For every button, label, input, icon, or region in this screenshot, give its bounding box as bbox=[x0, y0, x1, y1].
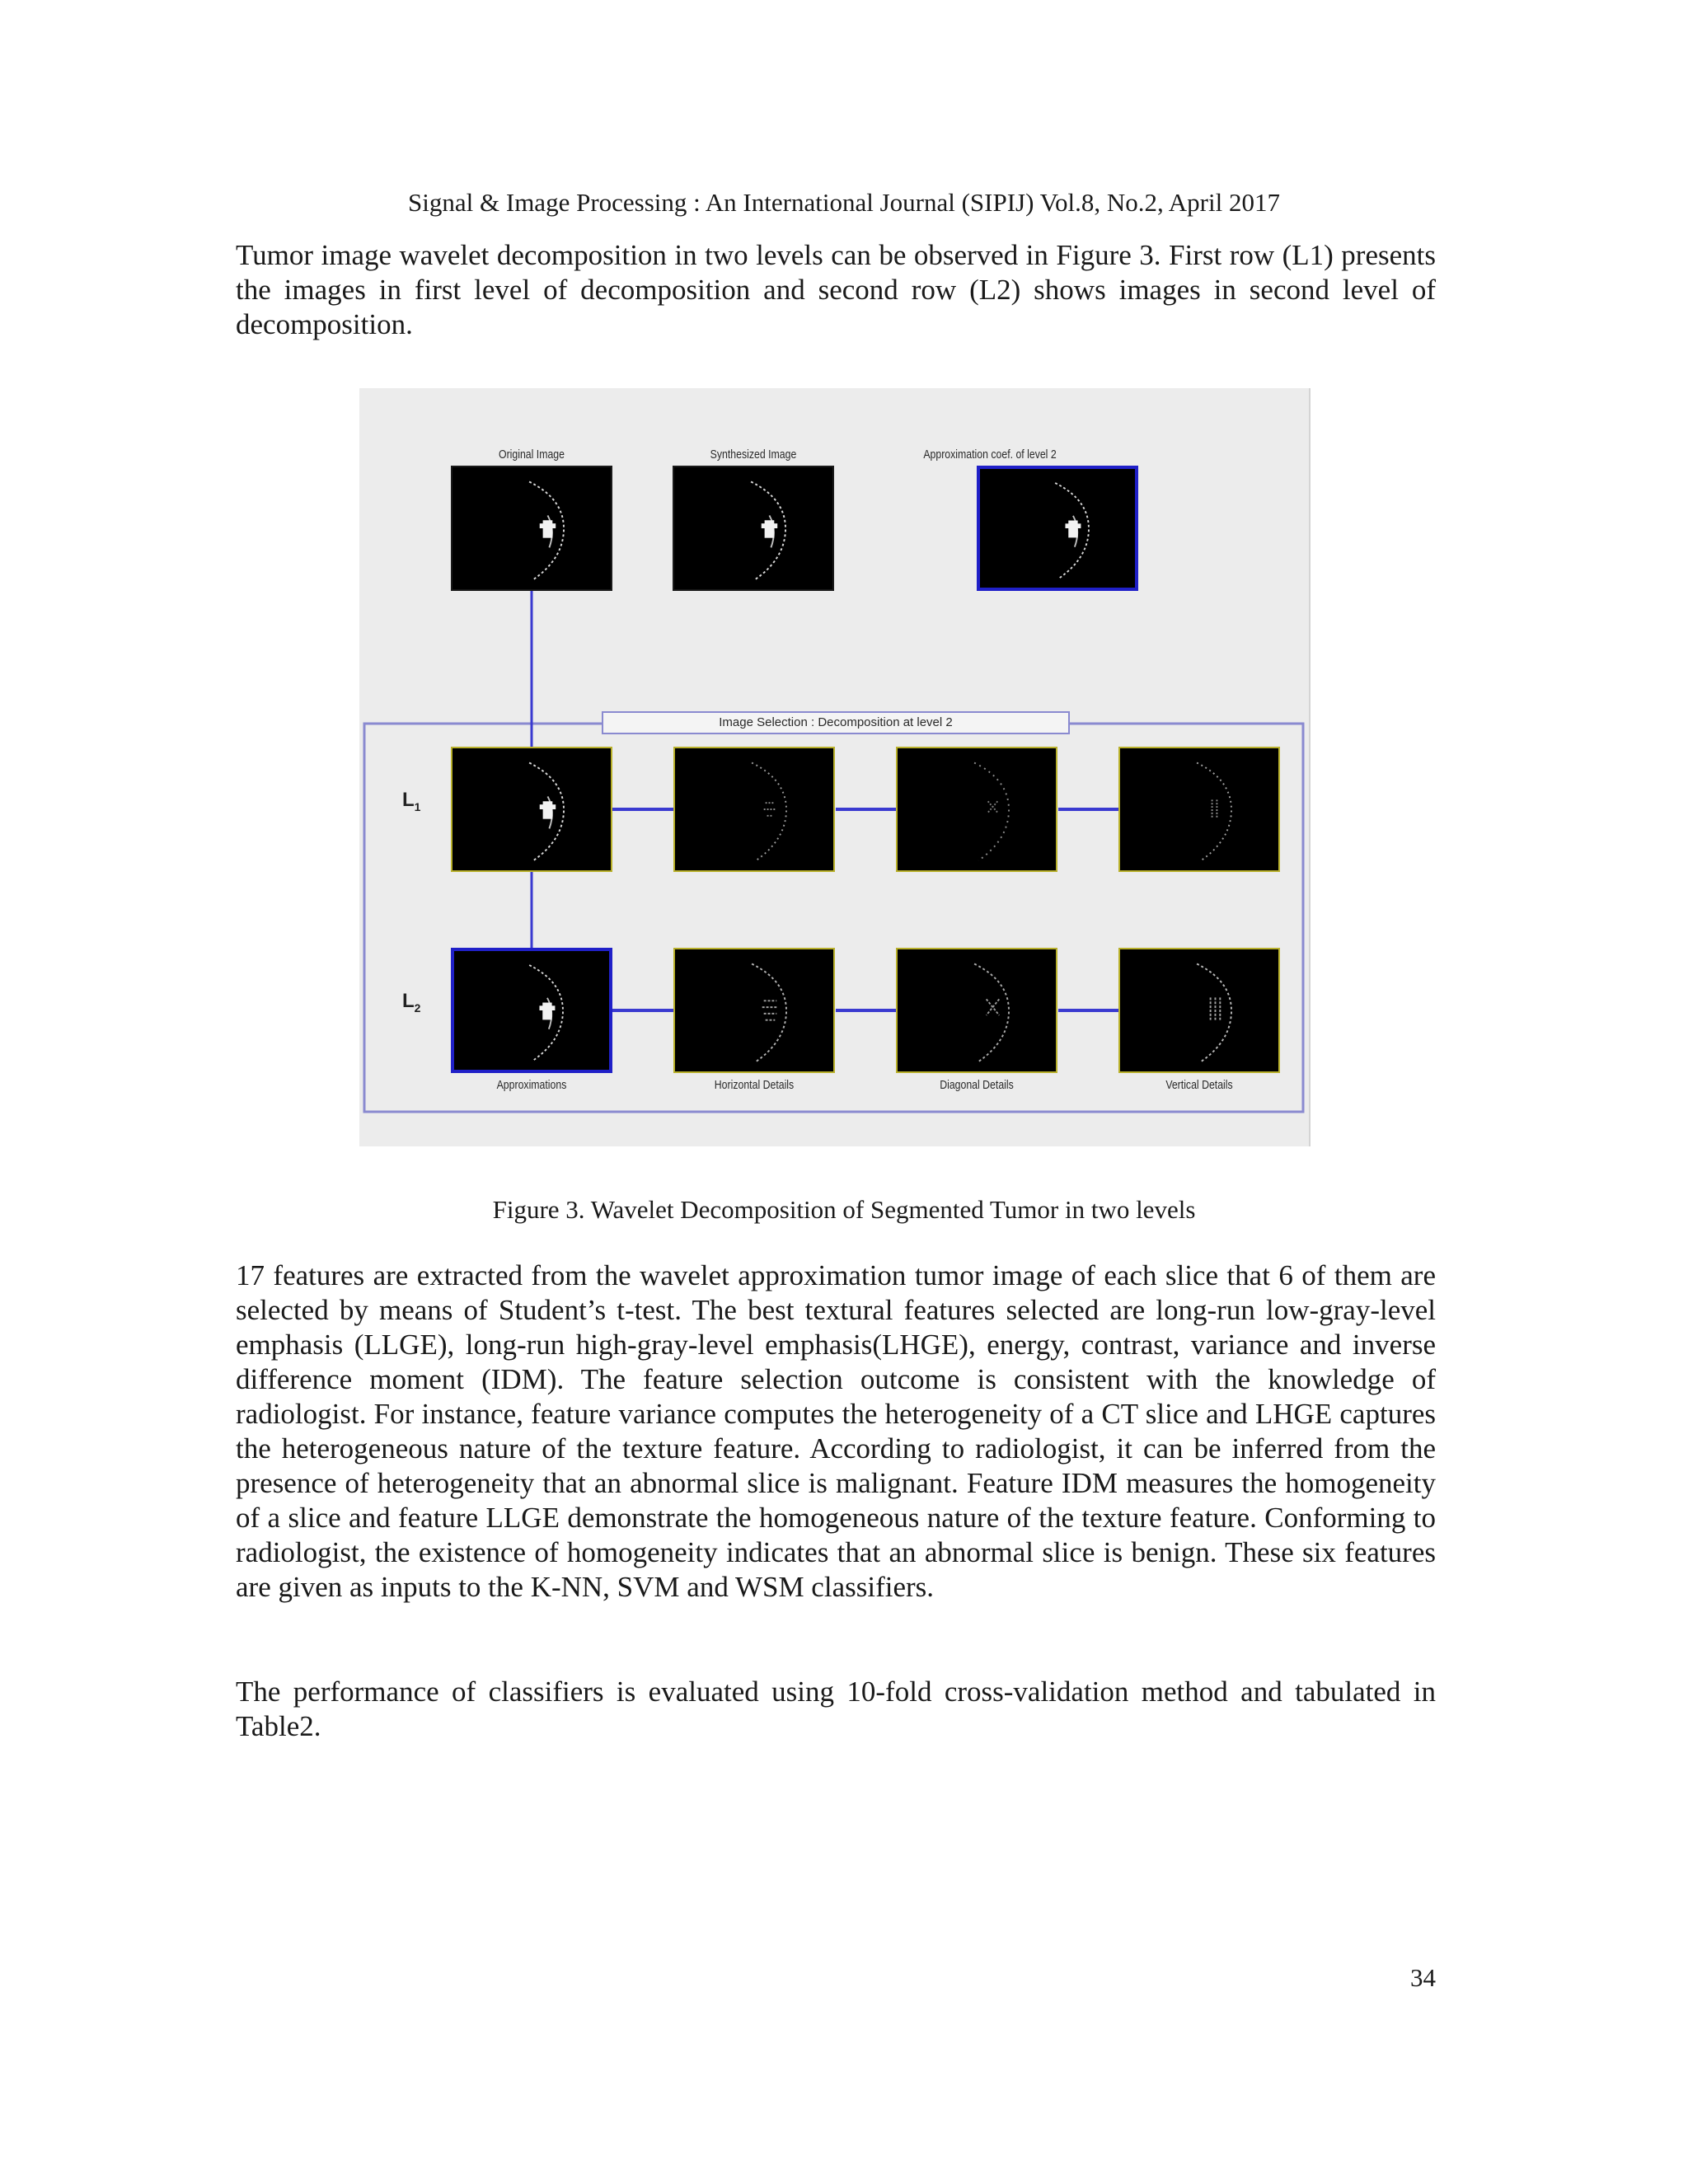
paragraph-features: 17 features are extracted from the wavelet approximation tumor image of each slice that 6 of them are selected by means of Student’s t-test. The best textural features selected are long-run low-gray-level emphasis (LLGE), long-run high-gray-level emphasis(LHGE), energy, contrast, variance and inverse difference moment (IDM). The feature selection outcome is consistent with the knowledge of radiologist. For instance, feature variance computes the heterogeneity of a CT slice and LHGE captures the heterogeneous nature of the texture feature. According to radiologist, it can be inferred from the presence of heterogeneity that an abnormal slice is malignant. Feature IDM measures the homogeneity of a slice and feature LLGE demonstrate the homogeneous nature of the texture feature. Conforming to radiologist, the existence of homogeneity indicates that an abnormal slice is benign. These six features are given as inputs to the K-NN, SVM and WSM classifiers. bbox=[236, 1259, 1436, 1603]
thumb-l1-approximation[interactable] bbox=[451, 747, 612, 872]
paragraph-performance: The performance of classifiers is evaluated using 10-fold cross-validation method and tabulated in Table2. bbox=[236, 1675, 1436, 1742]
title-approximation-coef: Approximation coef. of level 2 bbox=[923, 448, 1057, 462]
ct-detail-icon bbox=[898, 949, 1056, 1071]
row-label-l1: $L_1$ bbox=[402, 789, 421, 813]
ct-slice-icon bbox=[452, 748, 611, 870]
thumb-l2-vertical[interactable] bbox=[1118, 948, 1280, 1073]
title-synthesized-image: Synthesized Image bbox=[710, 448, 797, 462]
ct-detail-icon bbox=[675, 949, 833, 1071]
thumb-synthesized-image bbox=[673, 466, 834, 591]
thumb-original-image bbox=[451, 466, 612, 591]
thumb-l2-horizontal[interactable] bbox=[673, 948, 835, 1073]
thumb-approximation-coef[interactable] bbox=[977, 466, 1138, 591]
ct-slice-icon bbox=[454, 951, 609, 1070]
figure-caption: Figure 3. Wavelet Decomposition of Segmented Tumor in two levels bbox=[492, 1195, 1196, 1224]
title-original-image: Original Image bbox=[498, 448, 565, 462]
ct-detail-icon bbox=[1120, 949, 1278, 1071]
label-vertical-details: Vertical Details bbox=[1165, 1078, 1233, 1092]
running-head: Signal & Image Processing : An International Journal (SIPIJ) Vol.8, No.2, April 2017 bbox=[408, 188, 1280, 217]
figure-wavelet-decomposition bbox=[359, 388, 1311, 1146]
thumb-l2-approximation[interactable] bbox=[451, 948, 612, 1073]
page-number: 34 bbox=[1410, 1963, 1436, 1992]
ct-slice-icon bbox=[452, 467, 611, 589]
ct-detail-icon bbox=[675, 748, 833, 870]
label-diagonal-details: Diagonal Details bbox=[940, 1078, 1014, 1092]
thumb-l1-diagonal[interactable] bbox=[896, 747, 1057, 872]
thumb-l1-horizontal[interactable] bbox=[673, 747, 835, 872]
paragraph-intro: Tumor image wavelet decomposition in two levels can be observed in Figure 3. First row (L1) presents the images in first level of decomposition and second row (L2) shows images in second level of decomposition. bbox=[236, 239, 1436, 340]
label-approximations: Approximations bbox=[496, 1078, 567, 1092]
ct-detail-icon bbox=[1120, 748, 1278, 870]
image-selection-title: Image Selection : Decomposition at level 2 bbox=[602, 711, 1070, 734]
row-label-l2: $L_2$ bbox=[402, 990, 421, 1015]
thumb-l2-diagonal[interactable] bbox=[896, 948, 1057, 1073]
ct-slice-icon bbox=[674, 467, 832, 589]
label-horizontal-details: Horizontal Details bbox=[714, 1078, 795, 1092]
thumb-l1-vertical[interactable] bbox=[1118, 747, 1280, 872]
ct-slice-icon bbox=[980, 469, 1135, 588]
ct-detail-icon bbox=[898, 748, 1056, 870]
